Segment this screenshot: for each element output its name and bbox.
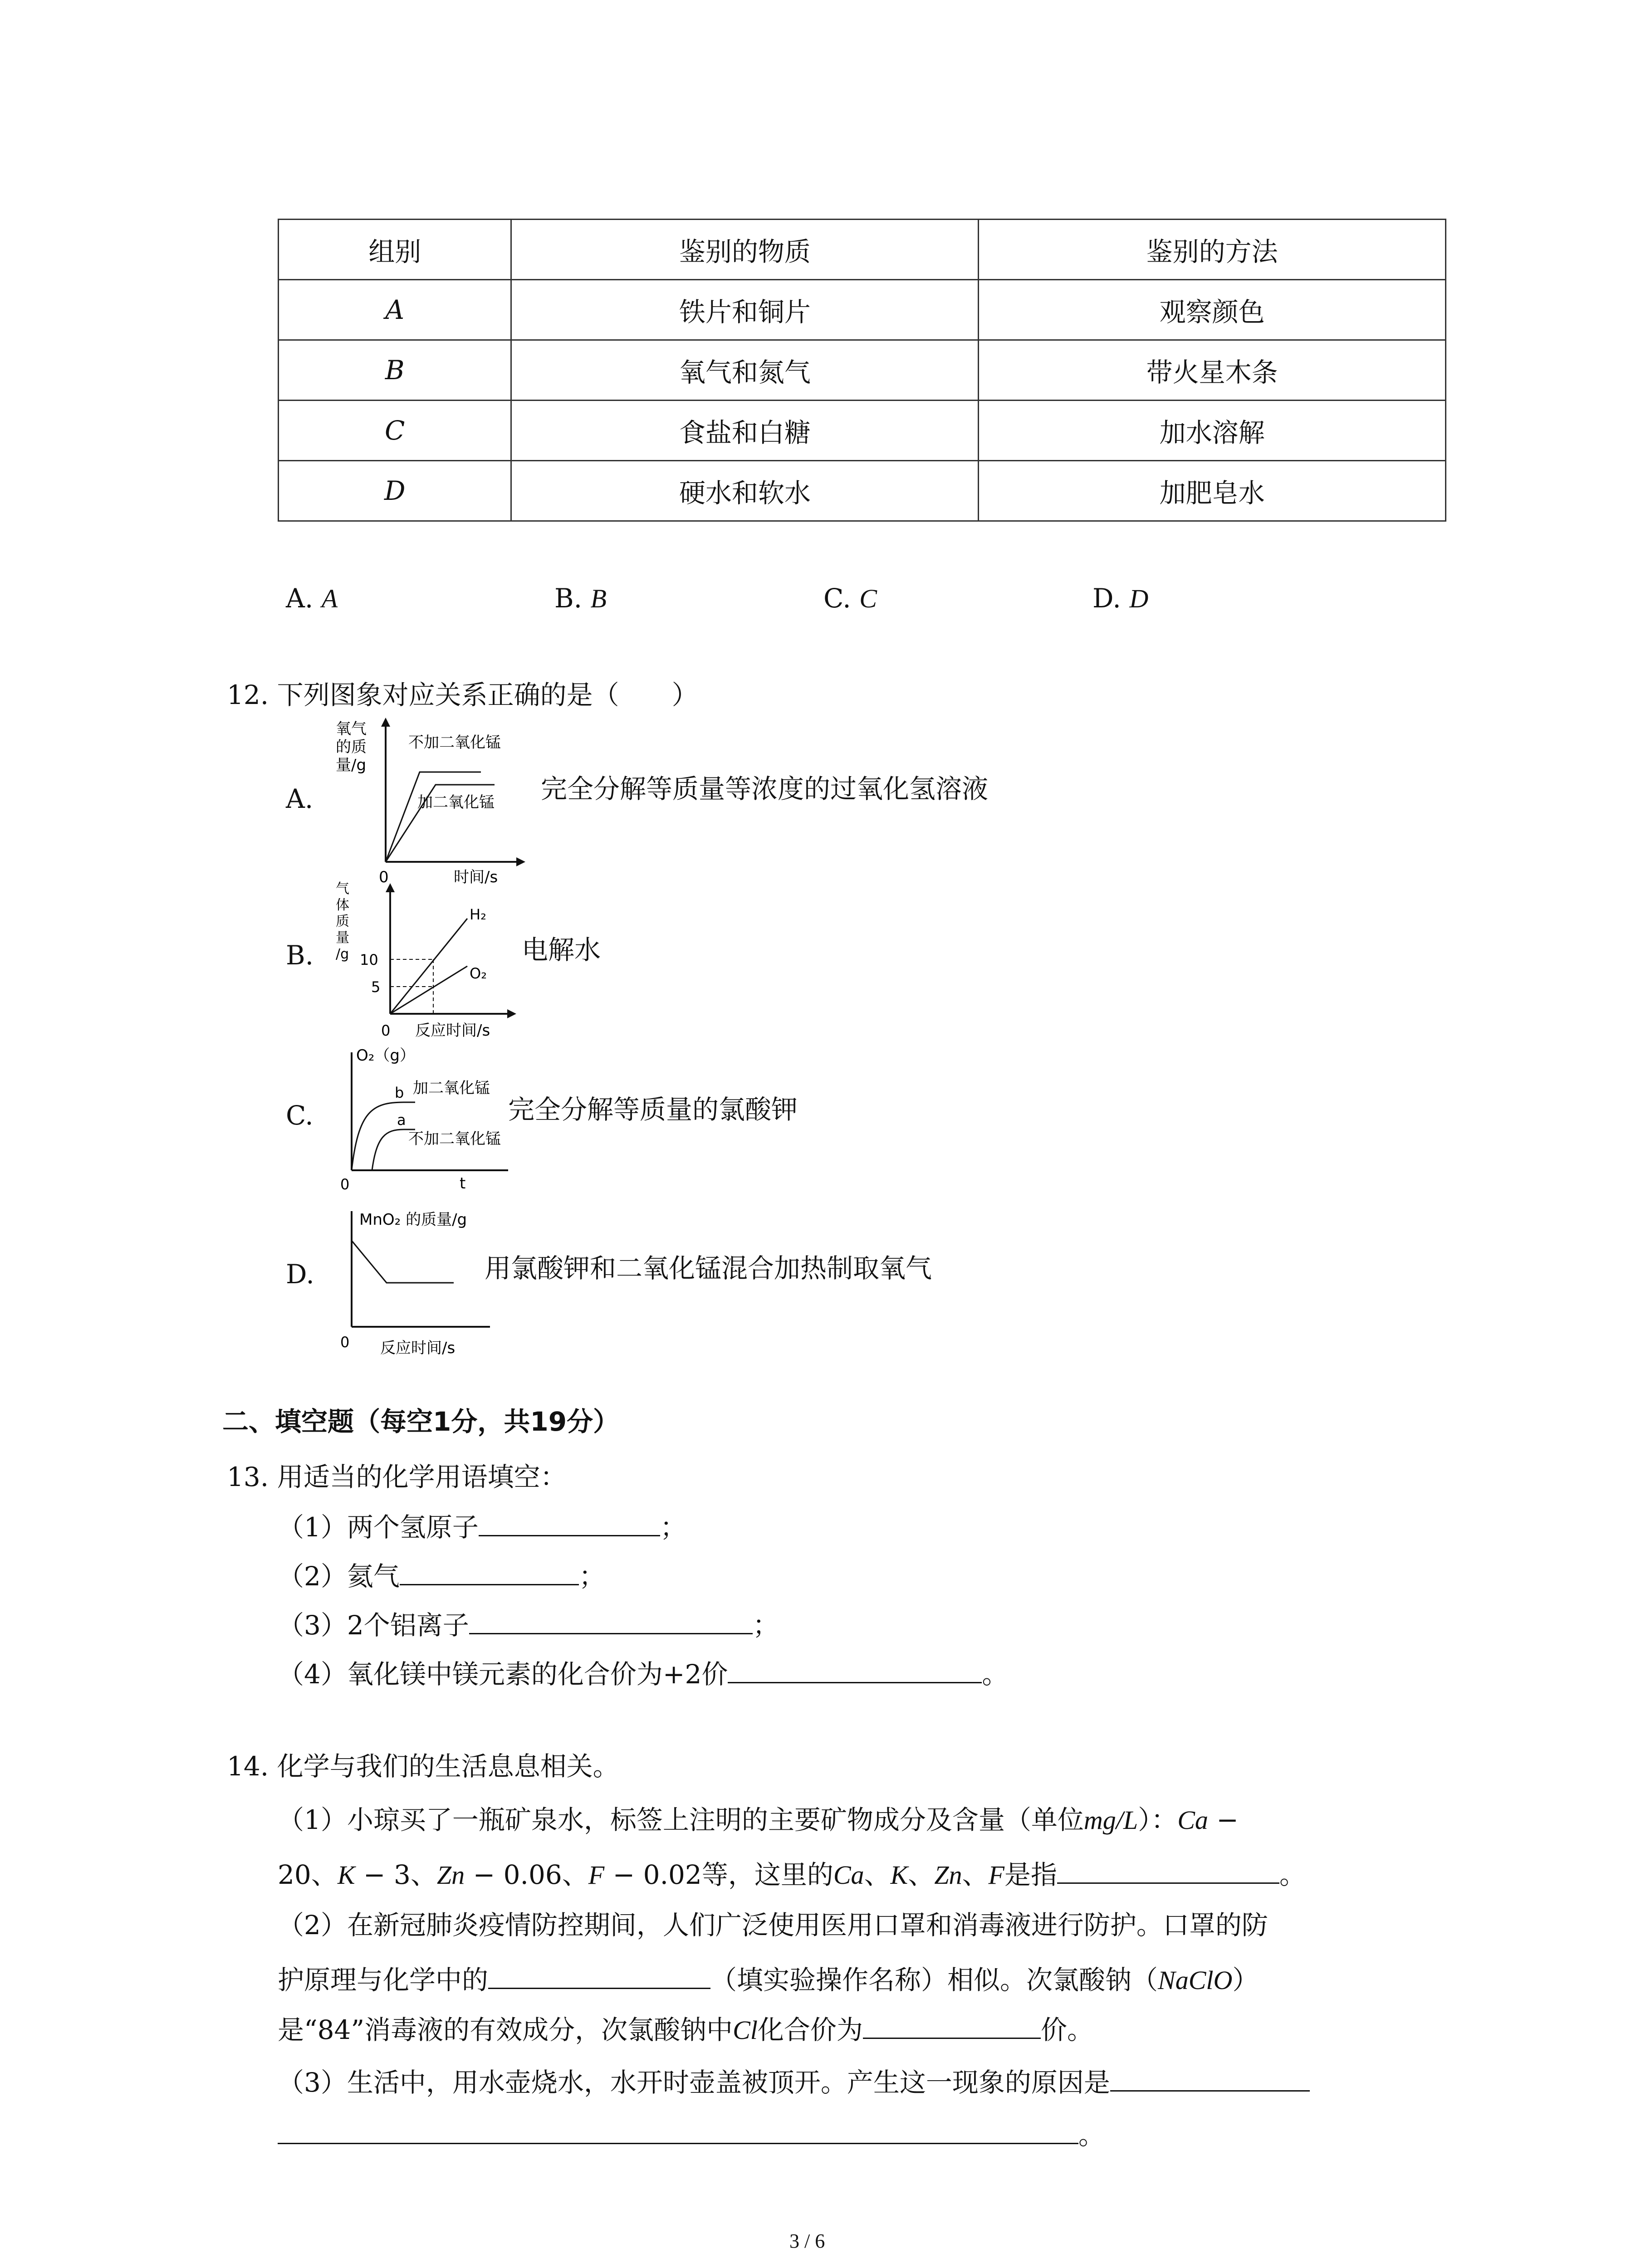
q13-item-4-end: 。 <box>982 1659 1009 1690</box>
q13-item-3-end: ； <box>752 1610 779 1641</box>
table-cell-method: 观察颜色 <box>979 280 1446 340</box>
graph-d-xlabel: 反应时间/s <box>380 1339 456 1357</box>
graph-b-tick-5: 5 <box>371 978 381 996</box>
graph-c-origin: 0 <box>340 1176 350 1193</box>
table-header-cell: 鉴别的物质 <box>511 220 979 280</box>
table-cell-method: 带火星木条 <box>979 340 1446 401</box>
table-cell-substance: 铁片和铜片 <box>511 280 979 340</box>
q13-item-1-end: ； <box>660 1512 686 1543</box>
graph-a-ylabel: 氧气 <box>336 720 367 738</box>
q14-p2-line1: （2）在新冠肺炎疫情防控期间，人们广泛使用医用口罩和消毒液进行防护。口罩的防 <box>278 1910 1268 1941</box>
answer-blank[interactable] <box>863 2014 1041 2039</box>
graph-b-ylabel: /g <box>336 946 349 962</box>
table-cell-method: 加水溶解 <box>979 401 1446 461</box>
graph-d-line <box>352 1241 454 1283</box>
q14-p1-line2: 20、K − 3、Zn − 0.06、F − 0.02等，这里的Ca、K、Zn、F是指 。 <box>278 1859 1306 1890</box>
q13-item-1 <box>278 1511 686 1544</box>
q11-option-c[interactable]: C. C <box>823 583 877 614</box>
table-cell-group: D <box>279 461 511 521</box>
graph-c-a: a <box>397 1111 406 1129</box>
q14-p2-line3: 是“84”消毒液的有效成分，次氯酸钠中Cl化合价为 价。 <box>278 2014 1093 2045</box>
graph-a-label-1: 不加二氧化锰 <box>408 733 501 752</box>
q12-option-a-label[interactable]: A. <box>286 783 314 814</box>
table-header-cell: 鉴别的方法 <box>979 220 1446 280</box>
q13-stem: 13. 用适当的化学用语填空： <box>227 1461 567 1492</box>
q14-p3-line1: （3）生活中，用水壶烧水，水开时壶盖被顶开。产生这一现象的原因是 <box>278 2067 1310 2099</box>
table-cell-substance: 硬水和软水 <box>511 461 979 521</box>
answer-blank[interactable] <box>728 1658 982 1683</box>
graph-a-xlabel: 时间/s <box>454 868 498 886</box>
table-cell-group: B <box>279 340 511 401</box>
q13-item-2 <box>278 1560 605 1593</box>
q11-option-d[interactable]: D. D <box>1092 583 1149 614</box>
q12-option-d-text: 用氯酸钾和二氧化锰混合加热制取氧气 <box>485 1253 932 1284</box>
answer-blank[interactable] <box>469 1609 753 1634</box>
graph-b-origin: 0 <box>381 1022 391 1039</box>
graph-c-xlabel: t <box>460 1174 466 1193</box>
graph-b-ylabel: 质 <box>336 914 349 929</box>
table-header-row <box>279 220 1446 280</box>
table-row <box>279 280 1446 340</box>
graph-c-ylabel: O₂（g） <box>356 1046 415 1065</box>
q14-stem: 14. 化学与我们的生活息息相关。 <box>227 1751 619 1782</box>
answer-blank[interactable] <box>1110 2067 1310 2092</box>
graph-a-x-arrow <box>516 857 525 866</box>
q12-option-c-label[interactable]: C. <box>286 1100 314 1131</box>
graph-b-tick-10: 10 <box>360 951 378 968</box>
graph-b-y-arrow <box>386 883 395 892</box>
answer-blank[interactable] <box>479 1511 660 1536</box>
q13-item-4 <box>278 1658 1008 1691</box>
graph-b-label-o2: O₂ <box>470 965 487 982</box>
graph-b-line-o2 <box>390 966 467 1014</box>
graph-b-ylabel: 量 <box>336 930 349 946</box>
graph-a-ylabel: 量/g <box>336 756 367 774</box>
q12-option-b-text: 电解水 <box>522 934 601 965</box>
q11-option-b[interactable]: B. B <box>554 583 607 614</box>
table-cell-method: 加肥皂水 <box>979 461 1446 521</box>
q14-p2-line2: 护原理与化学中的 （填实验操作名称）相似。次氯酸钠（NaClO） <box>278 1965 1259 1995</box>
q12-stem: 12. 下列图象对应关系正确的是（ ） <box>227 679 698 710</box>
graph-c-label-a: 不加二氧化锰 <box>408 1130 501 1148</box>
graph-a-label-2: 加二氧化锰 <box>417 793 495 811</box>
graph-d-origin: 0 <box>340 1334 350 1351</box>
q12-graph-c <box>331 1039 522 1202</box>
q12-option-c-text: 完全分解等质量的氯酸钾 <box>508 1094 798 1125</box>
q12-graph-b <box>331 878 522 1046</box>
q12-option-d-label[interactable]: D. <box>286 1259 314 1290</box>
graph-a-origin: 0 <box>379 868 389 886</box>
graph-a-y-arrow <box>381 718 390 727</box>
q12-option-b-label[interactable]: B. <box>286 940 314 971</box>
table-header-cell: 组别 <box>279 220 511 280</box>
page-number: 3 / 6 <box>789 2230 825 2252</box>
table-cell-group: A <box>279 280 511 340</box>
table-row <box>279 461 1446 521</box>
table-cell-substance: 食盐和白糖 <box>511 401 979 461</box>
graph-b-xlabel: 反应时间/s <box>415 1022 490 1040</box>
table-row <box>279 401 1446 461</box>
graph-d-ylabel: MnO₂ 的质量/g <box>359 1211 467 1229</box>
q12-graph-a <box>331 717 549 889</box>
q13-item-4-text: （4）氧化镁中镁元素的化合价为+2价 <box>278 1659 728 1690</box>
q13-item-2-text: （2）氦气 <box>278 1561 400 1592</box>
graph-a-line-1 <box>386 772 481 862</box>
graph-c-label-b: 加二氧化锰 <box>413 1079 490 1097</box>
answer-blank[interactable] <box>1057 1859 1279 1884</box>
answer-blank[interactable] <box>488 1964 710 1989</box>
q14-p3-line2: 。 <box>278 2119 1105 2151</box>
table-row <box>279 340 1446 401</box>
q11-option-a[interactable]: A. A <box>286 583 338 614</box>
answer-blank[interactable] <box>278 2119 1078 2144</box>
graph-b-label-h2: H₂ <box>470 906 486 923</box>
q12-option-a-text: 完全分解等质量等浓度的过氧化氢溶液 <box>541 773 989 804</box>
graph-c-b: b <box>395 1084 404 1101</box>
q13-item-2-end: ； <box>578 1561 605 1592</box>
graph-b-line-h2 <box>390 919 467 1014</box>
graph-b-x-arrow <box>507 1009 516 1018</box>
graph-b-ylabel: 体 <box>336 897 349 913</box>
table-cell-group: C <box>279 401 511 461</box>
q13-item-3-text: （3）2个铝离子 <box>278 1610 469 1641</box>
identification-table <box>278 219 1446 522</box>
q13-item-3 <box>278 1609 779 1642</box>
graph-b-ylabel: 气 <box>336 881 349 897</box>
graph-a-ylabel: 的质 <box>336 738 367 756</box>
section-title: 二、填空题（每空1分，共19分） <box>222 1406 620 1437</box>
table-cell-substance: 氧气和氮气 <box>511 340 979 401</box>
answer-blank[interactable] <box>400 1560 579 1585</box>
q13-item-1-text: （1）两个氢原子 <box>278 1512 479 1543</box>
q14-p1-line1: （1）小琼买了一瓶矿泉水，标签上注明的主要矿物成分及含量（单位mg/L）：Ca − <box>278 1804 1239 1835</box>
